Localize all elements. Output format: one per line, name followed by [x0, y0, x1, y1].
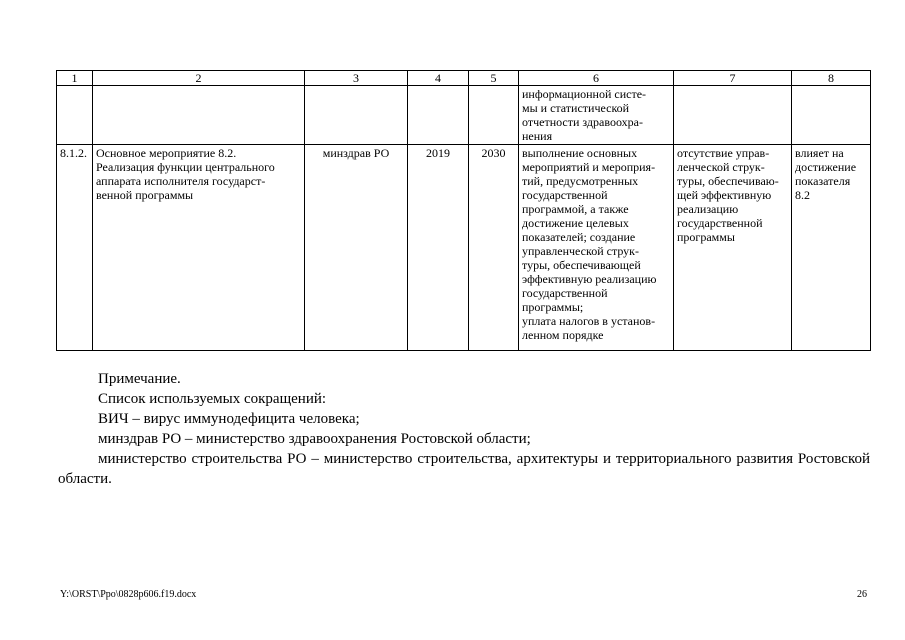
page-footer — [60, 589, 867, 601]
header-cell: 5 — [469, 71, 519, 86]
notes-section — [58, 369, 870, 489]
table-row — [57, 145, 871, 351]
table-cell — [469, 86, 519, 145]
header-cell: 6 — [519, 71, 674, 86]
table-cell — [408, 86, 469, 145]
table-cell — [792, 86, 871, 145]
table-cell — [305, 86, 408, 145]
measures-table — [56, 70, 871, 351]
table-row — [57, 86, 871, 145]
table-cell — [57, 86, 93, 145]
table-cell: информационной систе- мы и статистической отчетности здравоохра- нения — [519, 86, 674, 145]
table-cell — [674, 86, 792, 145]
table-cell — [93, 86, 305, 145]
header-cell: 2 — [93, 71, 305, 86]
header-cell: 8 — [792, 71, 871, 86]
consequences-cell: отсутствие управ- ленческой струк- туры, обеспечиваю- щей эффективную реализацию государственной программы — [674, 145, 792, 351]
row-number-cell: 8.1.2. — [57, 145, 93, 351]
abbreviations-heading: Список используемых сокращений: — [98, 391, 327, 407]
header-cell: 3 — [305, 71, 408, 86]
abbreviation-item: министерство строительства РО – министерство строительства, архитектуры и территориального развития Ростовской области. — [58, 451, 870, 487]
end-year-cell: 2030 — [469, 145, 519, 351]
start-year-cell: 2019 — [408, 145, 469, 351]
header-cell: 4 — [408, 71, 469, 86]
note-title: Примечание. — [98, 371, 181, 387]
page-number: 26 — [857, 589, 867, 600]
header-cell: 7 — [674, 71, 792, 86]
file-path: Y:\ORST\Ppo\0828p606.f19.docx — [60, 589, 197, 600]
abbreviation-item: ВИЧ – вирус иммунодефицита человека; — [98, 411, 360, 427]
executor-cell: минздрав РО — [305, 145, 408, 351]
expected-result-cell: выполнение основных мероприятий и мероприя- тий, предусмотренных государственной программой, а также достижение целевых показателей; создание управленческой струк- туры, обеспечивающей эффективную реализацию государственной программы; уплата налогов в установ- ленном порядке — [519, 145, 674, 351]
header-cell: 1 — [57, 71, 93, 86]
measure-name-cell: Основное мероприятие 8.2. Реализация функции центрального аппарата исполнителя государст- венной программы — [93, 145, 305, 351]
table-header-row — [57, 71, 871, 86]
indicator-link-cell: влияет на достижение показателя 8.2 — [792, 145, 871, 351]
abbreviation-item: минздрав РО – министерство здравоохранения Ростовской области; — [98, 431, 531, 447]
